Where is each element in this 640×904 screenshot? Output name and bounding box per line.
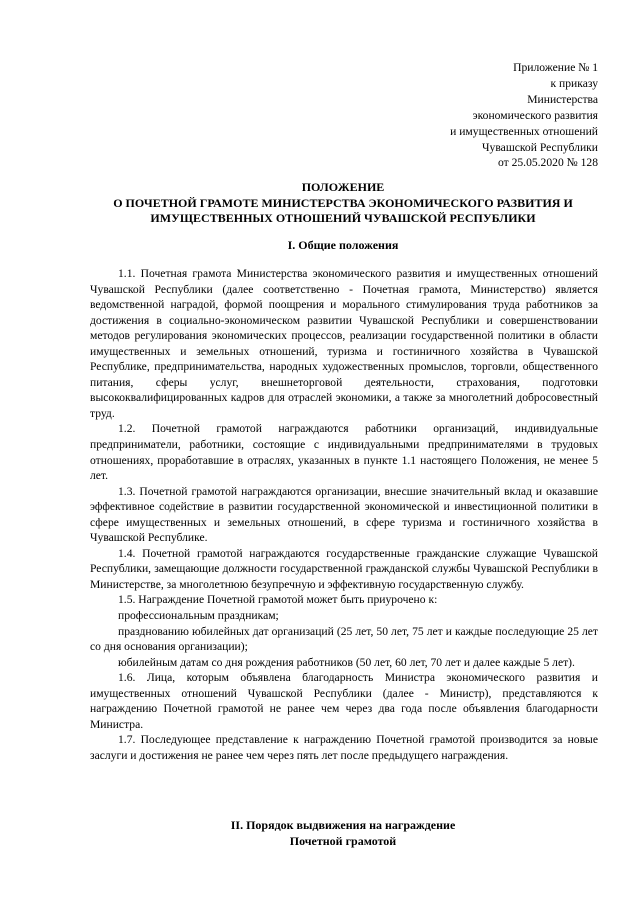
appendix-line: Приложение № 1	[513, 61, 598, 74]
section-1-heading-text: I. Общие положения	[287, 238, 399, 252]
paragraph-1-5-item: профессиональным праздникам;	[118, 609, 279, 623]
appendix-line: Чувашской Республики	[482, 140, 598, 154]
section-2-heading	[78, 818, 608, 849]
title-line: ПОЛОЖЕНИЕ	[301, 180, 385, 194]
paragraph-1-5: 1.5. Награждение Почетной грамотой может быть приурочено к:	[118, 593, 438, 607]
paragraph-1-2: 1.2. Почетной грамотой награждаются работники организаций, индивидуальные предприниматели, работники, состоящие с индивидуальными предпринимателями в трудовых отношениях, проработавшие в отраслях, указанных в пункте 1.1 настоящего Положения, не менее 5 лет.	[90, 422, 598, 483]
paragraph-1-4: 1.4. Почетной грамотой награждаются государственные гражданские служащие Чувашской Республики, замещающие должности государственной гражданской службы Чувашской Республики в Министерстве, за многолетнюю безупречную и эффективную государственную службу.	[90, 546, 598, 591]
paragraph-1-3: 1.3. Почетной грамотой награждаются организации, внесшие значительный вклад и оказавшие эффективное содействие в развитии государственной экономической и инвестиционной политики в сфере имущественных и земельных отношений, в сфере туризма и гостиничного хозяйства в Чувашской Республике.	[90, 484, 598, 545]
appendix-line: к приказу	[550, 76, 598, 90]
paragraph-1-6: 1.6. Лица, которым объявлена благодарность Министра экономического развития и имущественных отношений Чувашской Республики (далее - Министр), представляются к награждению Почетной грамотой не ранее чем через два года после объявления благодарности Министра.	[90, 671, 598, 731]
appendix-line: и имущественных отношений	[450, 124, 598, 138]
appendix-block	[338, 60, 598, 171]
appendix-line: экономического развития	[472, 108, 598, 122]
appendix-line: Министерства	[527, 92, 598, 106]
section-2-heading-line: Почетной грамотой	[289, 833, 397, 848]
section-1-body	[90, 266, 598, 764]
title-line: ИМУЩЕСТВЕННЫХ ОТНОШЕНИЙ ЧУВАШСКОЙ РЕСПУБЛИКИ	[150, 211, 536, 225]
title-line: О ПОЧЕТНОЙ ГРАМОТЕ МИНИСТЕРСТВА ЭКОНОМИЧЕСКОГО РАЗВИТИЯ И	[113, 195, 573, 210]
paragraph-1-1: 1.1. Почетная грамота Министерства экономического развития и имущественных отношений Чувашской Республики (далее соответственно - Почетная грамота, Министерство) является ведомственной наградой, формой поощрения и морального стимулирования труда работников за достижения в социально-экономическом развитии Чувашской Республики и совершенствовании методов регулирования экономических процессов, реализации государственной политики в области имущественных и земельных отношений, туризма и гостиничного хозяйства в Чувашской Республике, предпринимательства, народных художественных промыслов, торговли, общественного питания, сферы услуг, внешнеторговой деятельности, страхования, подготовки высококвалифицированных кадров для отраслей экономики, а также за многолетний добросовестный труд.	[90, 267, 598, 420]
section-2-heading-line: II. Порядок выдвижения на награждение	[230, 818, 456, 832]
paragraph-1-7: 1.7. Последующее представление к награждению Почетной грамотой производится за новые заслуги и достижения не ранее чем через пять лет после предыдущего награждения.	[90, 733, 598, 762]
document-title	[78, 180, 608, 227]
paragraph-1-5-item: празднованию юбилейных дат организаций (25 лет, 50 лет, 75 лет и каждые последующие 25 лет со дня основания организации);	[90, 624, 598, 654]
appendix-line: от 25.05.2020 № 128	[497, 156, 598, 170]
paragraph-1-5-item: юбилейным датам со дня рождения работников (50 лет, 60 лет, 70 лет и далее каждые 5 лет).	[118, 655, 575, 669]
section-1-heading	[78, 238, 608, 254]
